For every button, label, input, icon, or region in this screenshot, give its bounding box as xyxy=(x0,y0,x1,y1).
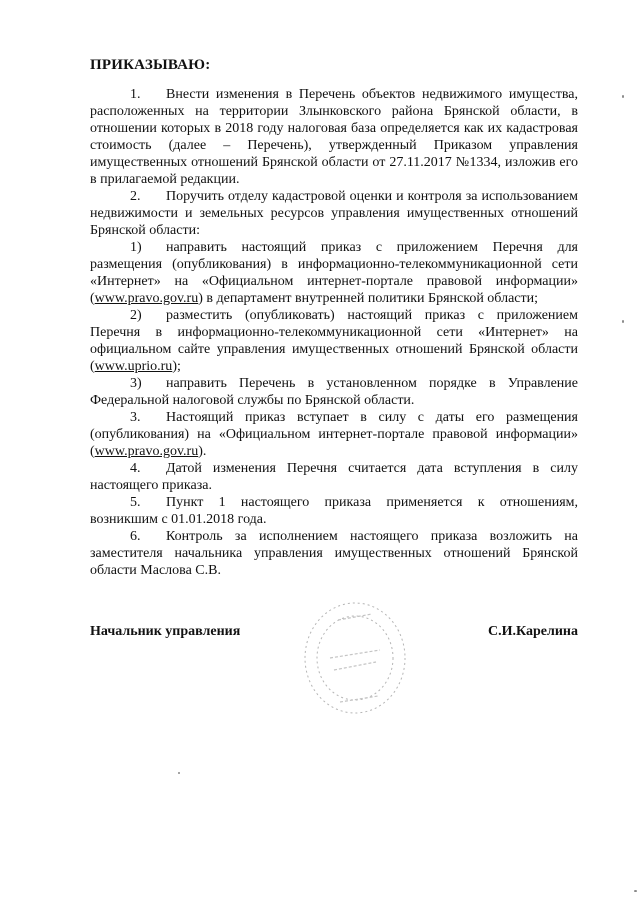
list-item xyxy=(90,86,578,188)
item-text: направить настоящий приказ с приложением Перечня для размещения (опубликования) в информационно-телекоммуникационной сети «Интернет» на «Официальном интернет-портале правовой информации» ( xyxy=(90,240,578,306)
list-item xyxy=(90,409,578,460)
order-body xyxy=(90,86,578,579)
item-text: Внести изменения в Перечень объектов недвижимого имущества, расположенных на территории Злынковского района Брянской области, в отношении которых в 2018 году налоговая база определяется как их кадастровая стоимость (далее – Перечень), утвержденный Приказом управления имущественных отношений Брянской области от 27.11.2017 №1334, изложив его в прилагаемой редакции. xyxy=(90,87,578,187)
item-text: Датой изменения Перечня считается дата вступления в силу настоящего приказа. xyxy=(90,461,578,493)
item-number: 5. xyxy=(130,495,141,510)
pravo-link[interactable]: www.pravo.gov.ru xyxy=(94,291,199,306)
list-item xyxy=(90,494,578,528)
item-number: 1. xyxy=(130,87,141,102)
item-number: 3. xyxy=(130,410,141,425)
list-item xyxy=(90,307,578,375)
list-item xyxy=(90,375,578,409)
item-text: Пункт 1 настоящего приказа применяется к отношениям, возникшим с 01.01.2018 года. xyxy=(90,495,578,527)
item-text: Поручить отделу кадастровой оценки и контроля за использованием недвижимости и земельных ресурсов управления имущественных отношений Брянской области: xyxy=(90,189,578,238)
item-text: направить Перечень в установленном порядке в Управление Федеральной налоговой службы по Брянской области. xyxy=(90,376,578,408)
signatory-position: Начальник управления xyxy=(90,624,241,639)
scan-speck xyxy=(622,320,624,323)
item-text-tail: ). xyxy=(198,444,207,459)
item-text-tail: ); xyxy=(172,359,181,374)
stamp-icon xyxy=(300,598,410,718)
item-text: Настоящий приказ вступает в силу с даты его размещения (опубликования) на «Официальном интернет-портале правовой информации» ( xyxy=(90,410,578,459)
item-number: 4. xyxy=(130,461,141,476)
list-item xyxy=(90,528,578,579)
item-text: разместить (опубликовать) настоящий приказ с приложением Перечня в информационно-телекоммуникационной сети «Интернет» на официальном сайте управления имущественных отношений Брянской области ( xyxy=(90,308,578,374)
scan-speck xyxy=(178,772,180,774)
scan-speck xyxy=(622,95,624,98)
item-number: 2) xyxy=(130,308,142,323)
item-number: 1) xyxy=(130,240,142,255)
item-number: 3) xyxy=(130,376,142,391)
pravo-link[interactable]: www.pravo.gov.ru xyxy=(94,444,199,459)
item-text-tail: ) в департамент внутренней политики Брянской области; xyxy=(198,291,538,306)
item-number: 6. xyxy=(130,529,141,544)
item-text: Контроль за исполнением настоящего приказа возложить на заместителя начальника управления имущественных отношений Брянской области Маслова С.В. xyxy=(90,529,578,578)
uprio-link[interactable]: www.uprio.ru xyxy=(94,359,173,374)
list-item xyxy=(90,460,578,494)
list-item xyxy=(90,239,578,307)
item-number: 2. xyxy=(130,189,141,204)
scan-speck xyxy=(634,890,637,892)
order-heading: ПРИКАЗЫВАЮ: xyxy=(90,57,211,73)
list-item xyxy=(90,188,578,239)
signatory-name: С.И.Карелина xyxy=(488,624,578,639)
